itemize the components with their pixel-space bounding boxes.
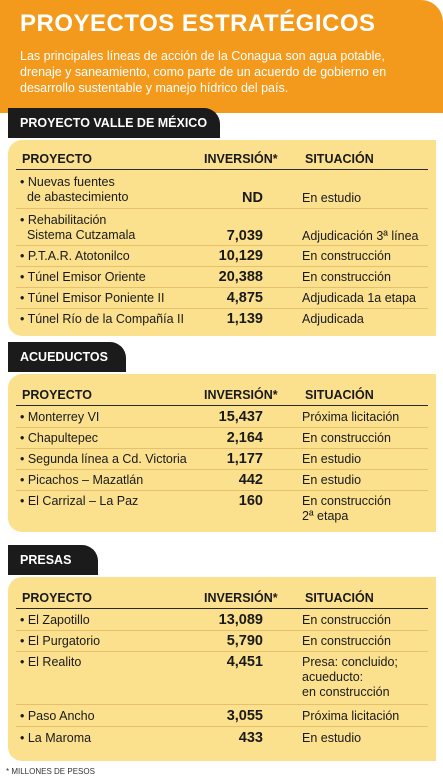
table-row <box>16 209 428 246</box>
row-status: En construcción 2ª etapa <box>302 494 391 523</box>
row-project: • P.T.A.R. Atotonilco <box>20 249 130 263</box>
table-header <box>16 384 428 406</box>
row-investment: 4,875 <box>226 290 263 306</box>
column-header-investment: INVERSIÓN* <box>204 591 278 605</box>
table-row <box>16 470 428 491</box>
section-panel-valle-de-mexico <box>8 140 436 336</box>
row-project: • Túnel Río de la Compañía II <box>20 312 184 326</box>
row-investment: 442 <box>238 472 263 488</box>
row-project: • Nuevas fuentes de abastecimiento <box>20 175 129 204</box>
row-status: Adjudicada <box>302 312 364 326</box>
row-investment: 1,139 <box>226 311 263 327</box>
row-status: Próxima licitación <box>302 709 400 723</box>
row-status: En construcción <box>302 431 391 445</box>
header-banner <box>0 0 443 113</box>
table-row <box>16 246 428 267</box>
column-header-status: SITUACIÓN <box>305 591 374 605</box>
row-project: • El Purgatorio <box>20 634 101 648</box>
row-project: • El Zapotillo <box>20 613 90 627</box>
section-title-acueductos: ACUEDUCTOS <box>8 342 126 372</box>
column-header-status: SITUACIÓN <box>305 388 374 402</box>
row-investment: 15,437 <box>218 409 263 425</box>
row-investment: 160 <box>238 493 263 509</box>
table-row <box>16 705 428 727</box>
row-status: En estudio <box>302 731 362 745</box>
table-row <box>16 309 428 330</box>
row-investment: 20,388 <box>218 269 263 285</box>
column-header-project: PROYECTO <box>22 388 92 402</box>
column-header-project: PROYECTO <box>22 591 92 605</box>
column-header-investment: INVERSIÓN* <box>204 152 278 166</box>
table-row <box>16 610 428 631</box>
table-header <box>16 148 428 170</box>
row-status: En estudio <box>302 473 362 487</box>
row-investment: 433 <box>238 730 263 746</box>
table-header <box>16 587 428 609</box>
row-investment: 13,089 <box>218 612 263 628</box>
header-description: Las principales líneas de acción de la Conagua son agua potable, drenaje y saneamiento, como parte de un acuerdo de gobierno en desarrollo sustentable y manejo hídrico del país. <box>20 49 387 95</box>
row-investment: 7,039 <box>226 228 263 244</box>
row-project: • El Carrizal – La Paz <box>20 494 139 508</box>
row-status: Presa: concluido; acueducto: en construcción <box>302 655 398 699</box>
row-project: • Túnel Emisor Oriente <box>20 270 146 284</box>
table-row <box>16 727 428 751</box>
row-status: En estudio <box>302 191 362 205</box>
row-investment: 5,790 <box>226 633 263 649</box>
row-project: • Túnel Emisor Poniente II <box>20 291 165 305</box>
row-status: En construcción <box>302 634 391 648</box>
section-panel-presas <box>8 577 436 761</box>
table-row <box>16 631 428 652</box>
row-project: • Picachos – Mazatlán <box>20 473 144 487</box>
column-header-investment: INVERSIÓN* <box>204 388 278 402</box>
row-status: En construcción <box>302 613 391 627</box>
column-header-status: SITUACIÓN <box>305 152 374 166</box>
section-title-valle-de-mexico: PROYECTO VALLE DE MÉXICO <box>8 108 220 138</box>
footnote: * MILLONES DE PESOS <box>6 767 95 776</box>
table-row <box>16 267 428 288</box>
section-title-presas: PRESAS <box>8 545 98 575</box>
row-investment: 4,451 <box>226 654 263 670</box>
row-status: En construcción <box>302 249 391 263</box>
row-investment: 1,177 <box>226 451 263 467</box>
table-row <box>16 652 428 705</box>
table-row <box>16 491 428 528</box>
table-row <box>16 428 428 449</box>
row-project: • Segunda línea a Cd. Victoria <box>20 452 187 466</box>
row-project: • Monterrey VI <box>20 410 100 424</box>
row-project: • Paso Ancho <box>20 709 95 723</box>
row-investment: 10,129 <box>218 248 263 264</box>
row-investment: 2,164 <box>226 430 263 446</box>
table-row <box>16 407 428 428</box>
section-panel-acueductos <box>8 374 436 532</box>
row-status: Próxima licitación <box>302 410 400 424</box>
row-status: Adjudicación 3ª línea <box>302 229 419 243</box>
table-row <box>16 288 428 309</box>
row-status: En construcción <box>302 270 391 284</box>
row-investment: 3,055 <box>226 708 263 724</box>
row-project: • Chapultepec <box>20 431 99 445</box>
row-project: • El Realito <box>20 655 82 669</box>
page-title: PROYECTOS ESTRATÉGICOS <box>20 10 376 37</box>
row-status: En estudio <box>302 452 362 466</box>
row-investment: ND <box>242 190 263 206</box>
row-project: • La Maroma <box>20 731 92 745</box>
table-row <box>16 172 428 209</box>
row-status: Adjudicada 1a etapa <box>302 291 416 305</box>
column-header-project: PROYECTO <box>22 152 92 166</box>
table-row <box>16 449 428 470</box>
row-project: • Rehabilitación Sistema Cutzamala <box>20 213 136 242</box>
